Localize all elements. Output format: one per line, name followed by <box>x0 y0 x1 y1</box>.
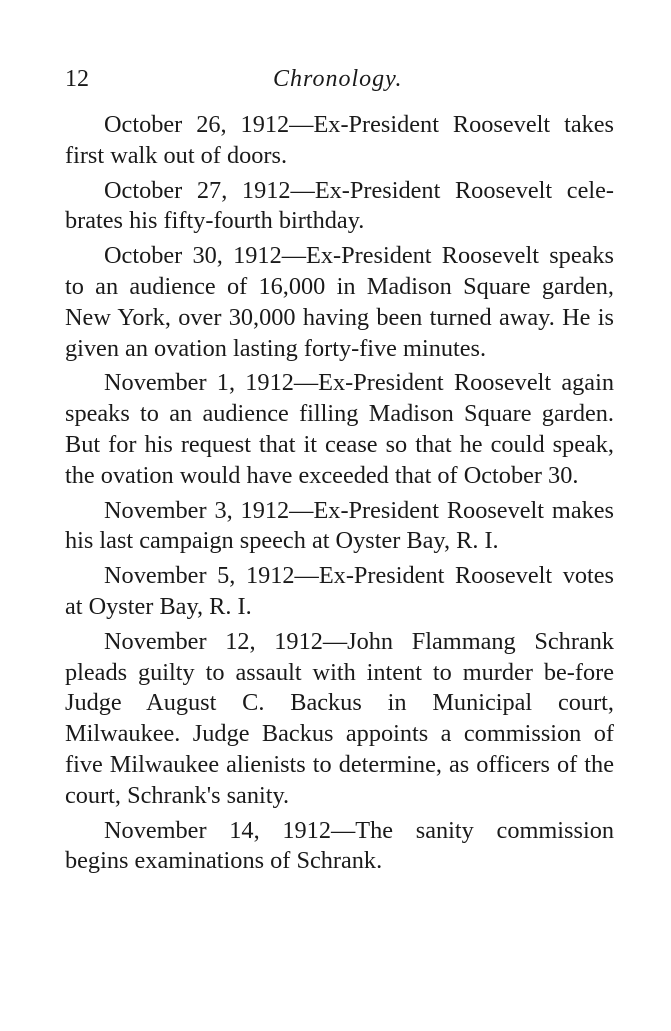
chronology-entry-nov-5: November 5, 1912—Ex-President Roosevelt votes at Oyster Bay, R. I. <box>65 562 614 620</box>
chronology-entry-nov-3: November 3, 1912—Ex-President Roosevelt makes his last campaign speech at Oyster Bay, R. I. <box>65 496 614 555</box>
chronology-entry-nov-1: November 1, 1912—Ex-President Roosevelt again speaks to an audience filling Madison Square garden. But for his request that it cease so that he could speak, the ovation would have exceeded that of October 30. <box>65 369 614 489</box>
book-page <box>65 66 614 881</box>
page-header <box>65 66 614 106</box>
chronology-entry-nov-14: November 14, 1912—The sanity commission begins examinations of Schrank. <box>65 816 614 875</box>
page-number: 12 <box>65 66 89 92</box>
chronology-entry-oct-30: October 30, 1912—Ex-President Roosevelt speaks to an audience of 16,000 in Madison Square garden, New York, over 30,000 having been turned away. He is given an ovation lasting forty-five minutes. <box>65 242 614 362</box>
chronology-entry-oct-27: October 27, 1912—Ex-President Roosevelt cele-brates his fifty-fourth birthday. <box>65 176 614 235</box>
chronology-entry-oct-26: October 26, 1912—Ex-President Roosevelt takes first walk out of doors. <box>65 111 614 169</box>
chronology-entry-nov-12: November 12, 1912—John Flammang Schrank pleads guilty to assault with intent to murder be-fore Judge August C. Backus in Municipal court, Milwaukee. Judge Backus appoints a commission of five Milwaukee alienists to determine, as officers of the court, Schrank's sanity. <box>65 627 614 809</box>
chronology-entries <box>65 110 614 877</box>
running-title: Chronology. <box>273 66 403 92</box>
